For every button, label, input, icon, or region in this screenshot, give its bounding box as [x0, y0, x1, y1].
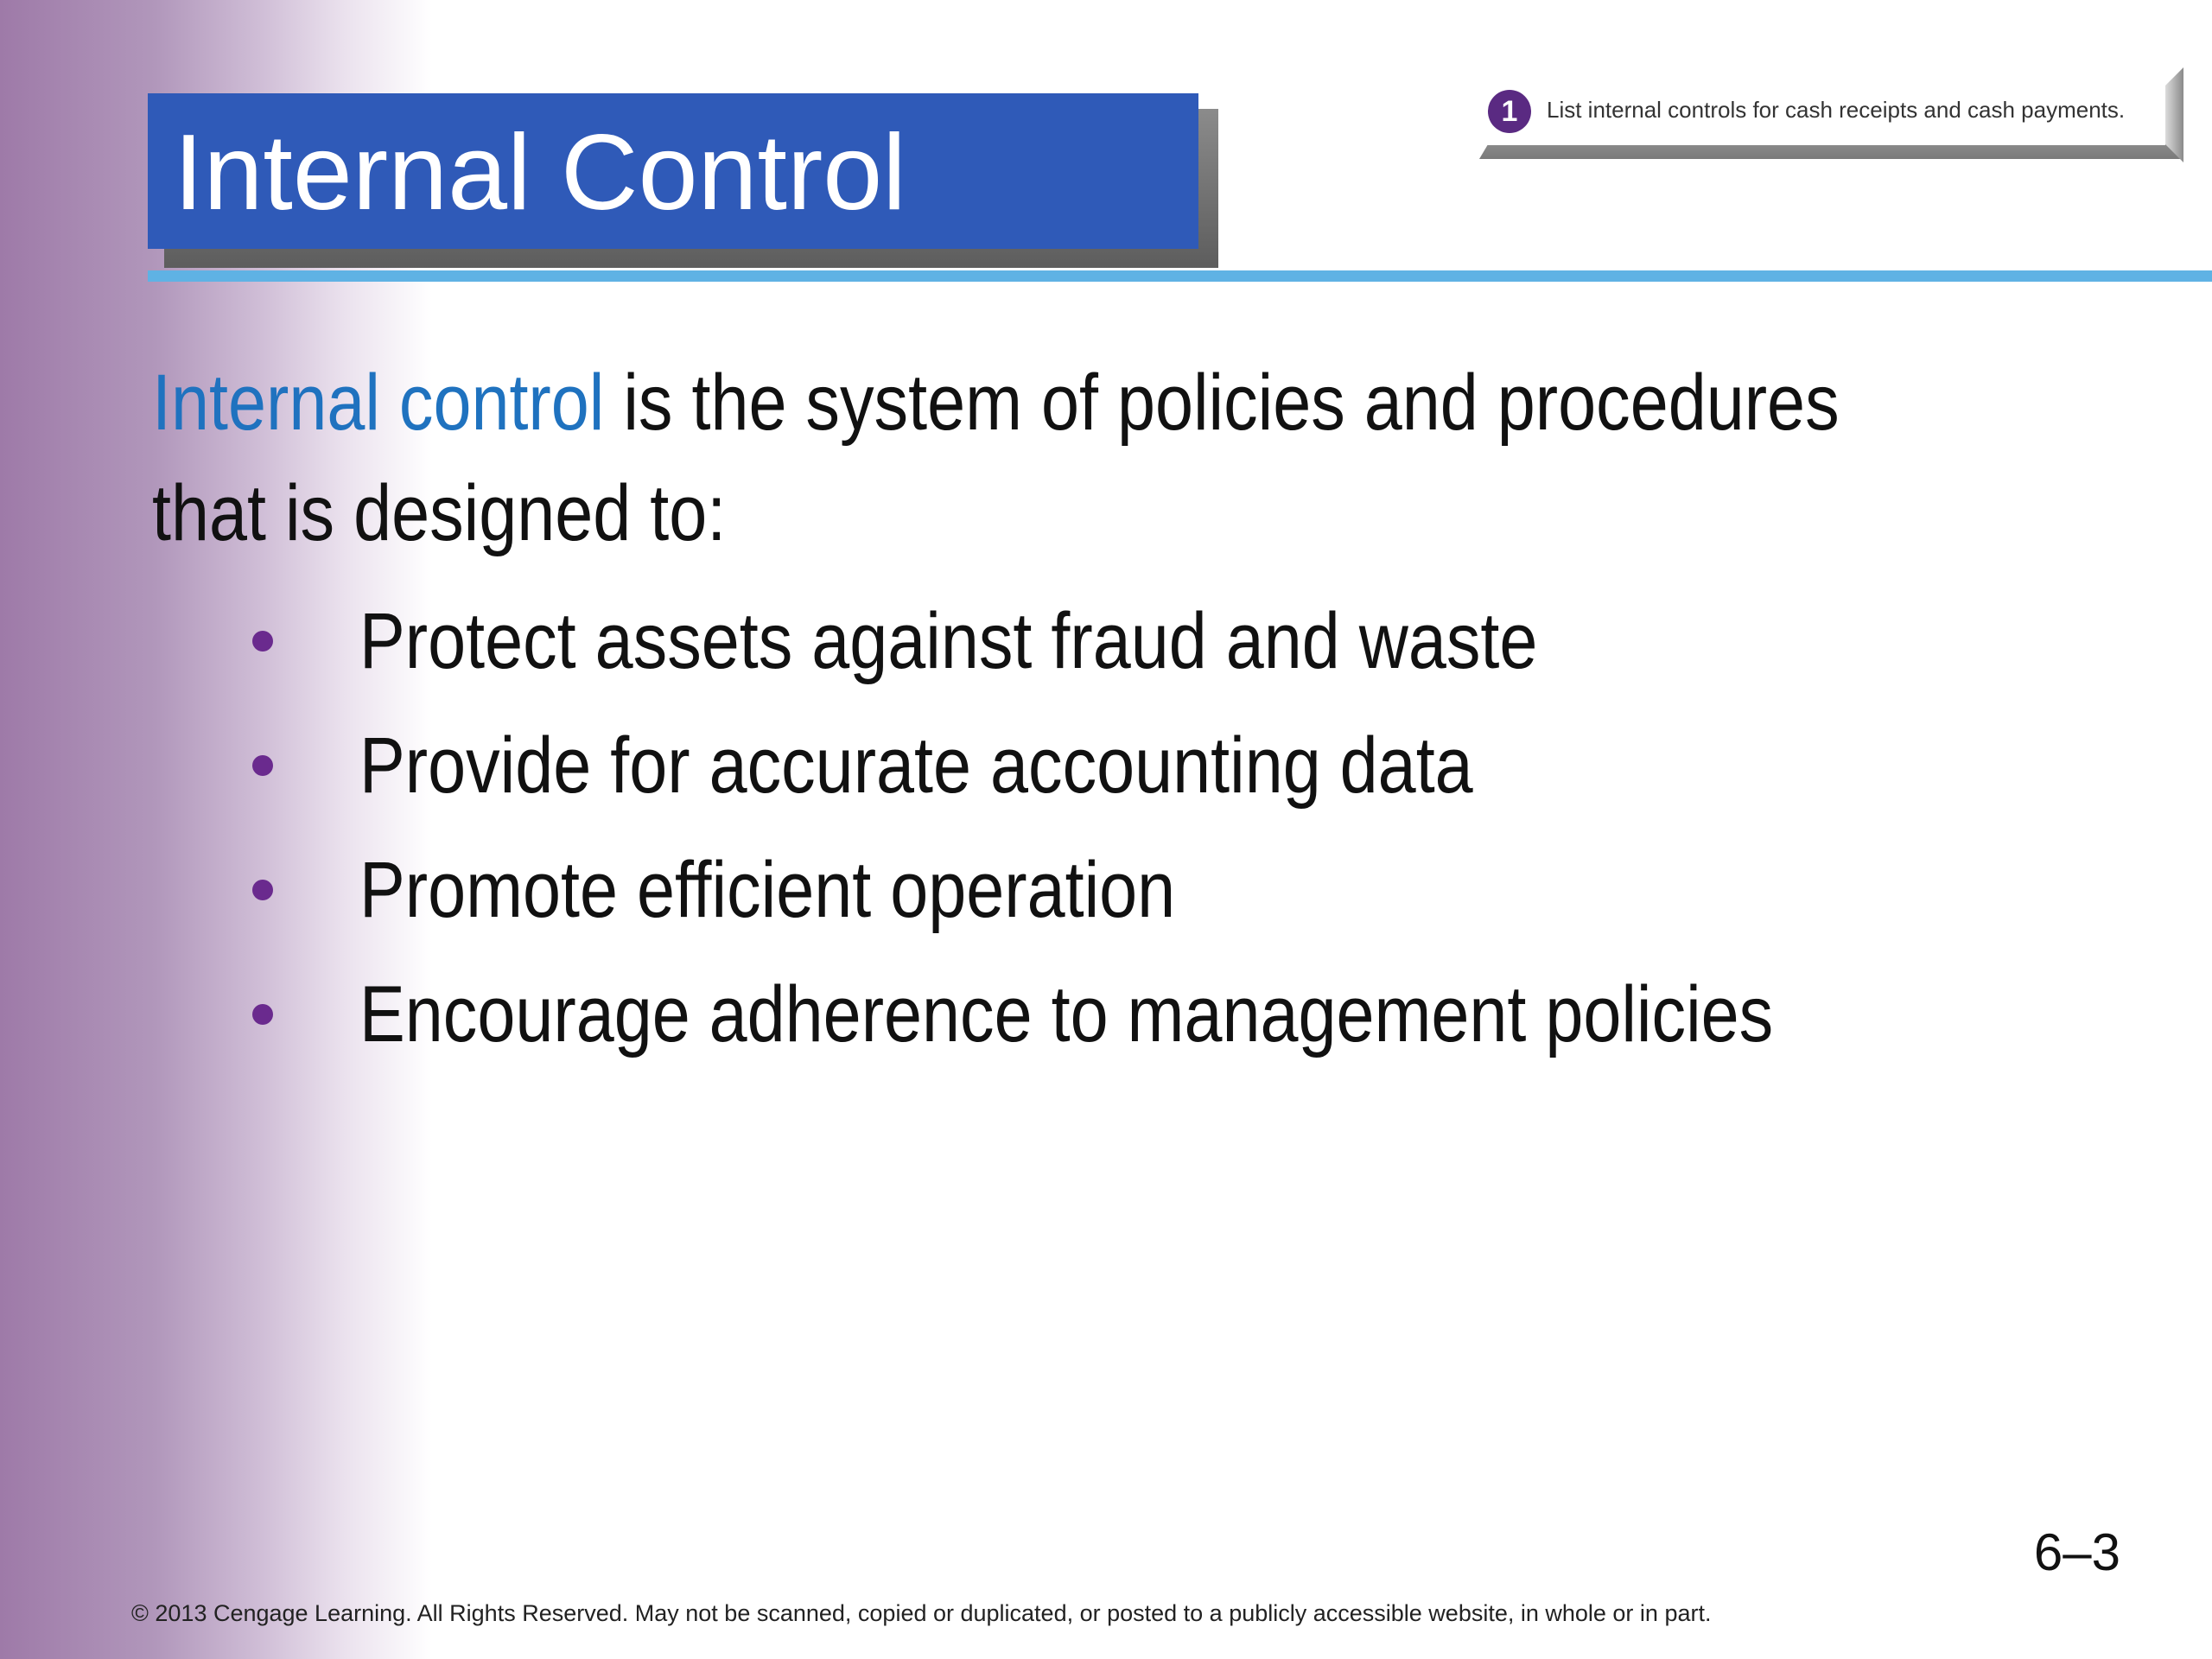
copyright-notice: © 2013 Cengage Learning. All Rights Reserved. May not be scanned, copied or duplicated, or posted to a publicly accessible website, in whole or in part. — [131, 1600, 1712, 1626]
list-item — [0, 838, 2074, 942]
bullet-text: Encourage adherence to management policies — [359, 970, 1774, 1058]
intro-paragraph — [152, 347, 1861, 569]
intro-text-line2: that is designed to: — [152, 469, 727, 557]
list-item — [0, 714, 2074, 817]
objective-text: List internal controls for cash receipts and cash payments. — [1547, 97, 2126, 123]
bullet-icon — [252, 631, 273, 652]
intro-text-line1: is the system of policies and procedures — [604, 359, 1840, 447]
list-item — [0, 963, 2074, 1066]
list-item — [0, 589, 2074, 693]
page-number: 6–3 — [2033, 1523, 2120, 1581]
bullet-icon — [252, 880, 273, 900]
bullet-text: Protect assets against fraud and waste — [359, 597, 1538, 685]
bullet-text: Provide for accurate accounting data — [359, 721, 1473, 810]
bullet-text: Promote efficient operation — [359, 846, 1176, 934]
objective-number-badge: 1 — [1488, 90, 1531, 133]
slide-title: Internal Control — [174, 113, 906, 232]
learning-objective-tab — [1483, 76, 2165, 145]
title-bar — [148, 93, 1198, 249]
bullet-icon — [252, 1004, 273, 1025]
bullet-icon — [252, 755, 273, 776]
intro-term: Internal control — [152, 359, 605, 447]
title-rule — [148, 270, 2212, 282]
